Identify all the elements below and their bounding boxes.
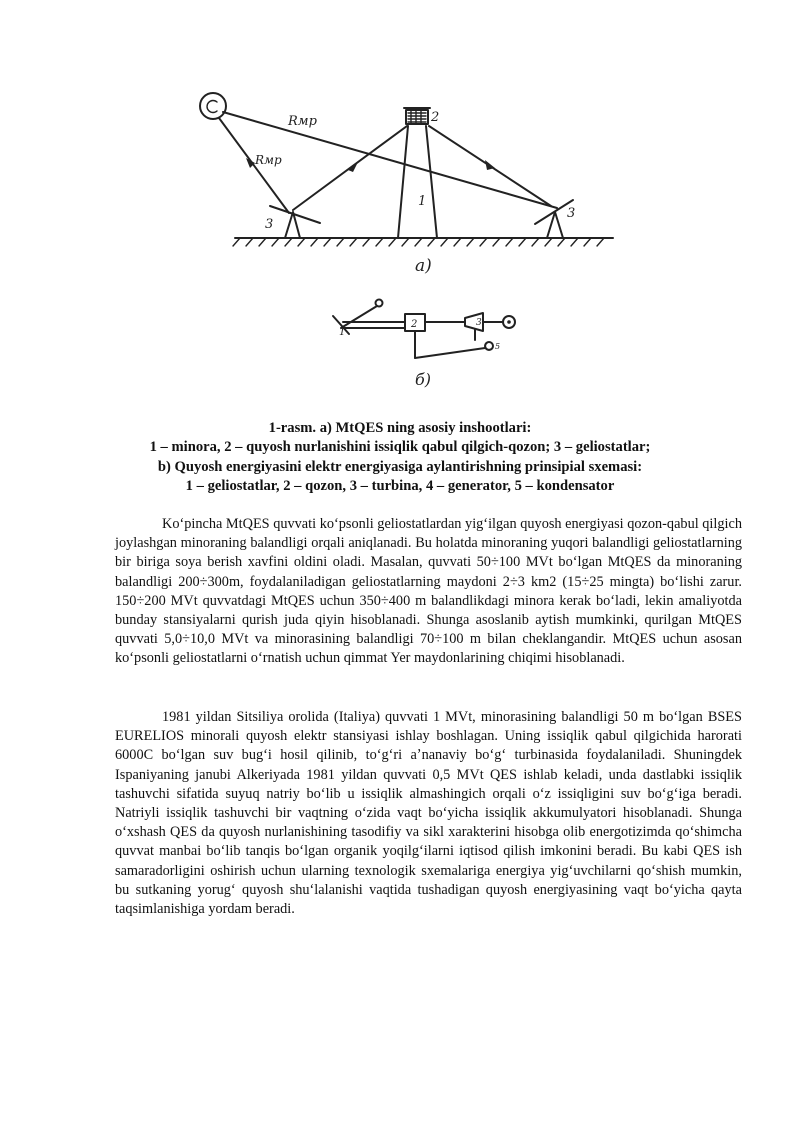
figure-a-label: a) [415,256,432,276]
tag-b-turbine: 3 [476,318,482,328]
caption-line-4: 1 – geliostatlar, 2 – qozon, 3 – turbina, 4 – generator, 5 – kondensator [185,478,615,495]
caption-line-2: 1 – minora, 2 – quyosh nurlanishini issiqlik qabul qilgich-qozon; 3 – geliostatlar; [149,439,651,456]
caption-line-3: b) Quyosh energiyasini elektr energiyasiga aylantirishning prinsipial sxemasi: [157,458,643,475]
sun-icon [200,93,226,119]
tag-boiler: 2 [431,110,440,125]
tag-b-boiler: 2 [411,319,418,330]
ray-label-left: Rмр [255,153,282,167]
ray-label-top: Rмр [288,114,317,129]
figure-caption [110,419,690,497]
tag-heliostat-right: 3 [567,206,576,221]
tag-b-condenser: 5 [495,342,501,351]
paragraph-text: 1981 yildan Sitsiliya orolida (Italiya) quvvati 1 MVt, minorasining balandligi 50 m boʻlgan BSES EURELIOS minorali quyosh elektr stansiyasi ishlay boshlagan. Uning issiqlik qabul qilgichida harorati 6000C boʻlgan suv bugʻi hosil qilinib, toʻgʻri aʼnanaviy boʻgʻ turbinasida foydalaniladi. Shuningdek Ispaniyaning janubi Alkeriyada 1981 yildan quvvati 0,5 MVt QES ishlab keladi, unda dastlabki issiqlik tashuvchi sifatida suyuq natriy boʻlib u issiqlik almashingich orqali oʻz issiqligini suv boʻgʻiga beradi. Natriyli issiqlik tashuvchi bir vaqtning oʻzida vaqt boʻyicha issiqlik akkumulyatori hisoblanadi. Shunga oʻxshash QES da quyosh nurlanishining tasodifiy va sikl xarakterini hisobga olib energotizimda qoʻshimcha quvvat manbai boʻlib tanqis boʻlgan organik yoqilgʻilarni iqtisod qilish imkonini beradi. Bu kabi QES ish samaradorligini oshirish uchun ularning texnologik sxemalariga energiya yigʻuvchilarni qoʻshish mumkin, bu sutkaning yorugʻ quyosh shuʻlalanishi vaqtida tushadigan quyosh energiyasining vaqt boʻyicha qayta taqsimlanishiga yordam beradi. [115,709,742,918]
caption-line-1: 1-rasm. a) MtQES ning asosiy inshootlari: [268,420,532,436]
paragraph-text: Koʻpincha MtQES quvvati koʻpsonli geliostatlardan yigʻilgan quyosh energiyasi qozon-qabul qilgich joylashgan minoraning balandligi orqali aniqlanadi. Bu holatda minoraning yuqori balandligi geliostatlarning bir biriga soya berish xavfini oldini oladi. Masalan, quvvati 50÷100 MVt boʻlgan MtQES da minoraning balandligi 200÷300m, foydalaniladigan geliostatlarning maydoni 2÷3 km2 (15÷25 mingta) boʻlishi zarur. 150÷200 MVt quvvatdagi MtQES uchun 350÷400 m balandlikdagi minora kerak boʻladi, lekin amaliyotda bunday stansiyalarni qurish juda qiyin hisoblanadi. Shunga asoslanib aytish mumkinki, qurilgan MtQES quvvati 5,0÷10,0 MVt va minorasining balandligi 70÷100 m bilan cheklangandir. MtQES uchun asosan koʻpsonli geliostatlarni oʻrnatish uchun qimmat Yer maydonlarining chiqimi hisoblanadi. [115,516,742,667]
paragraph-1 [115,515,742,669]
figure-a-tower-diagram [195,88,615,283]
figure-b-label: б) [415,370,432,389]
tag-tower: 1 [418,194,427,209]
tag-heliostat-left: 3 [265,217,274,232]
paragraph-2 [115,708,742,919]
figure-b-scheme-diagram [325,292,525,392]
tag-b-heliostats: 1 [339,327,346,338]
